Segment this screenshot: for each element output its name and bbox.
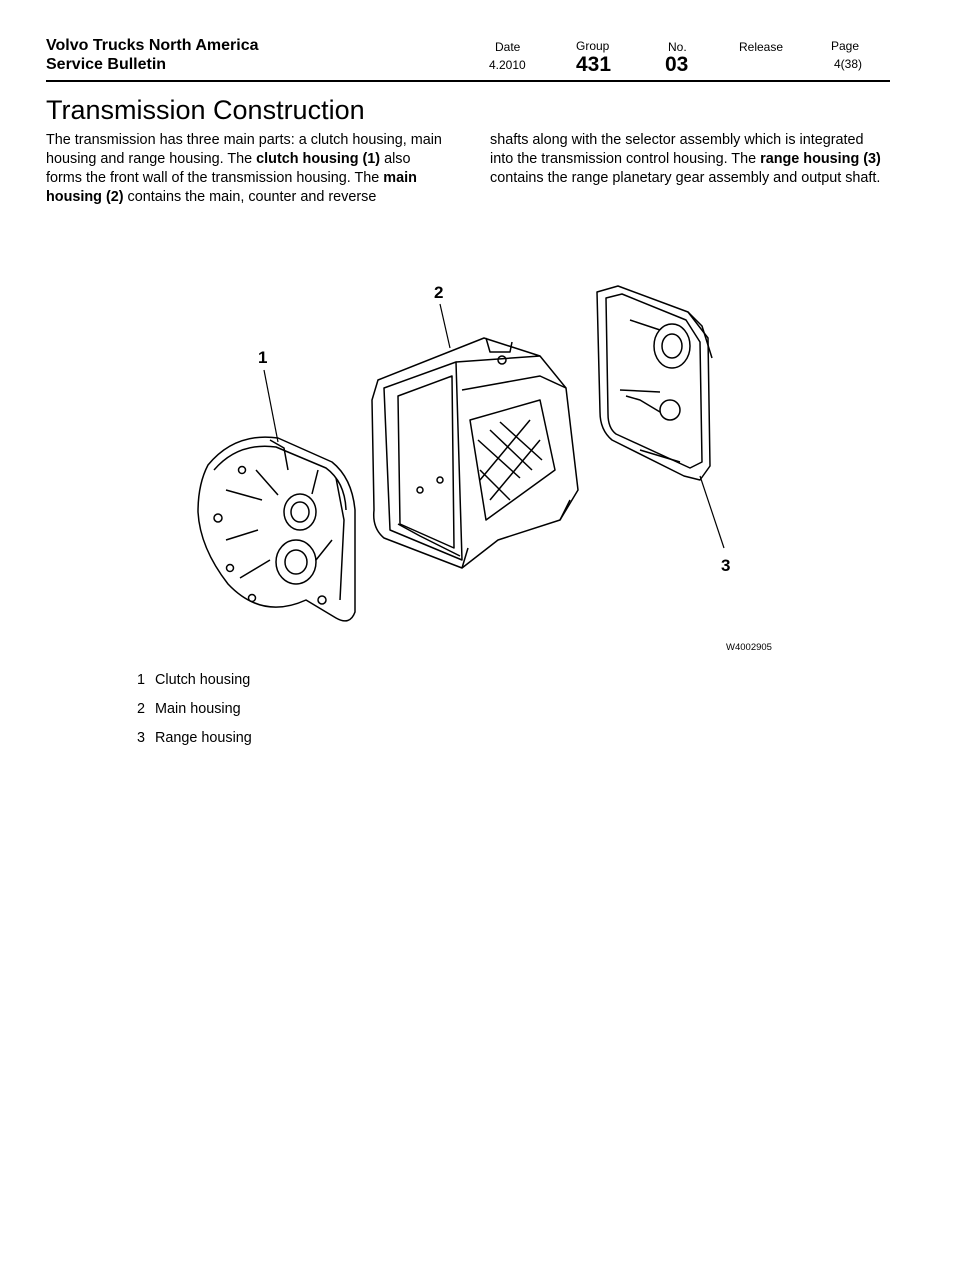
page-value: 4(38) (834, 57, 863, 71)
legend-label: Range housing (155, 730, 252, 746)
range-housing-drawing (597, 286, 712, 480)
body-text: contains the main, counter and reverse (123, 189, 377, 205)
date-value: 4.2010 (489, 58, 526, 72)
number-value: 03 (665, 53, 689, 76)
figure-id: W4002905 (726, 642, 772, 653)
legend-number: 3 (137, 730, 146, 746)
legend-label: Clutch housing (155, 672, 251, 688)
page-label: Page (831, 39, 860, 53)
document-type: Service Bulletin (46, 56, 167, 73)
callout-3: 3 (721, 556, 731, 575)
body-bold-term: clutch housing (1) (256, 151, 381, 167)
legend-item (137, 672, 250, 688)
callout-2: 2 (434, 283, 444, 302)
legend-item (137, 730, 252, 746)
body-text: shafts along with the selector assembly which is integrated into the transmission control housing. The (490, 132, 864, 167)
body-text: contains the range planetary gear assembly and output shaft. (490, 170, 881, 186)
number-label: No. (668, 40, 687, 54)
legend-item (137, 701, 241, 717)
date-label: Date (495, 40, 521, 54)
body-bold-term: main housing (2) (46, 170, 417, 205)
group-value: 431 (576, 53, 612, 76)
body-text: also forms the front wall of the transmission housing. The (46, 151, 411, 186)
company-name: Volvo Trucks North America (46, 37, 259, 54)
group-label: Group (576, 39, 610, 53)
section-title: Transmission Construction (46, 95, 365, 125)
legend-label: Main housing (155, 701, 241, 717)
main-housing-drawing (372, 338, 578, 568)
release-label: Release (739, 40, 784, 54)
clutch-housing-drawing (198, 437, 355, 621)
legend-number: 2 (137, 701, 146, 717)
body-bold-term: range housing (3) (760, 151, 881, 167)
body-text: The transmission has three main parts: a clutch housing, main housing and range housing. The (46, 132, 442, 167)
callout-1: 1 (258, 348, 268, 367)
legend-number: 1 (137, 672, 146, 688)
